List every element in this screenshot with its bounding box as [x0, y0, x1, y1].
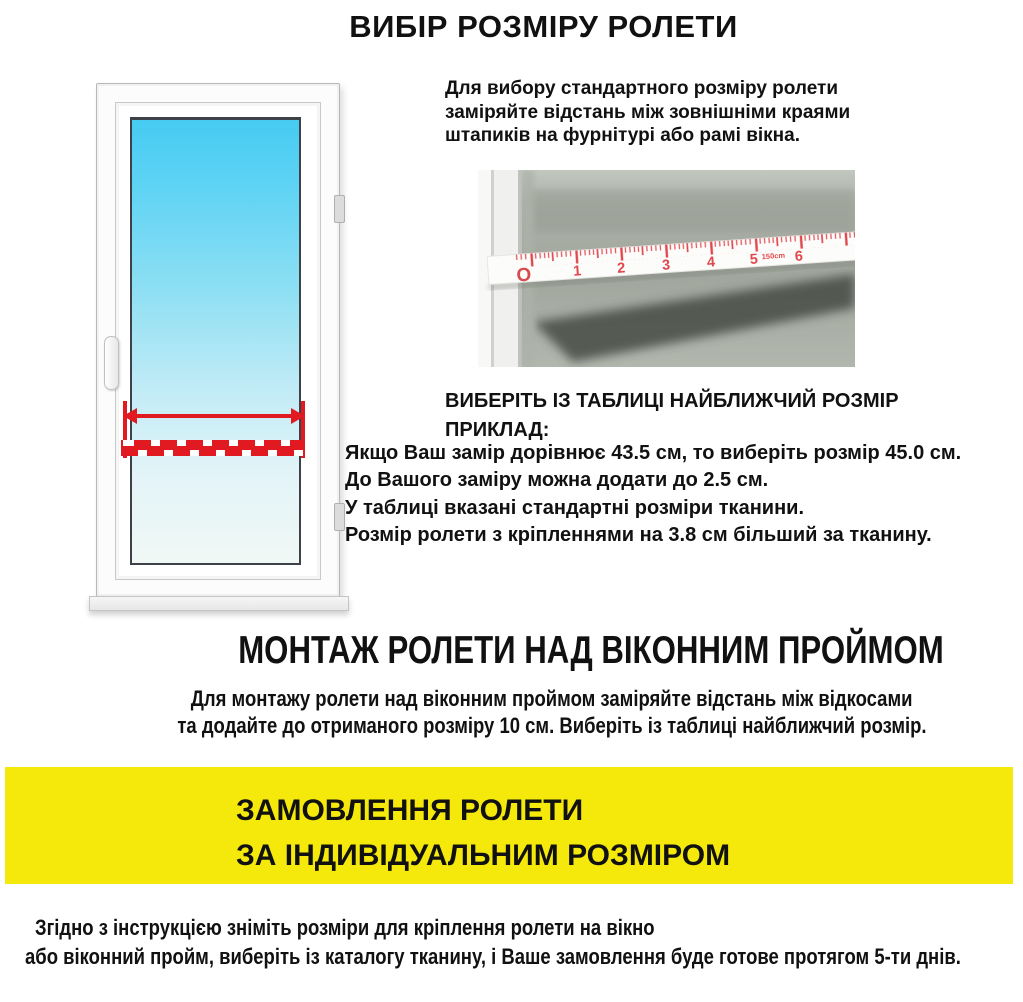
mount-section-text — [80, 686, 1023, 739]
measuring-instructions — [445, 77, 850, 148]
footer-text — [25, 913, 1023, 971]
example-line: Розмір ролети з кріпленнями на 3.8 см більший за тканину. — [345, 523, 932, 546]
custom-order-banner — [5, 767, 1013, 884]
measure-tape-graphic — [121, 440, 305, 456]
footer-line: або віконний пройм, виберіть із каталогу тканину, і Ваше замовлення буде готове протягом 5-ти днів. — [25, 944, 961, 969]
window-hinge-bottom — [334, 503, 345, 531]
instruction-line: заміряйте відстань між зовнішніми краями — [445, 101, 851, 123]
photo-glass-band — [528, 190, 855, 232]
instruction-line: Для вибору стандартного розміру ролети — [445, 78, 839, 99]
banner-line: ЗАМОВЛЕННЯ РОЛЕТИ — [236, 794, 584, 827]
window-illustration — [96, 83, 340, 597]
arrow-head-right-icon — [291, 408, 305, 424]
tape-number: 6 — [794, 248, 804, 266]
example-line: У таблиці вказані стандартні розміри тканини. — [345, 496, 804, 519]
choose-line: ВИБЕРІТЬ ІЗ ТАБЛИЦІ НАЙБЛИЖЧИЙ РОЗМІР — [445, 390, 899, 412]
instruction-line: штапиків на фурнітурі або рамі вікна. — [445, 125, 801, 146]
measure-width-arrow — [123, 408, 305, 424]
example-line: До Вашого заміру можна додати до 2.5 см. — [345, 469, 769, 492]
arrow-bar — [134, 414, 294, 418]
tape-number: 3 — [661, 257, 671, 274]
example-line: Якщо Ваш замір дорівнює 43.5 см, то виберіть розмір 45.0 см. — [345, 442, 962, 464]
example-text — [345, 440, 961, 549]
tape-measure-photo-svg — [478, 170, 855, 367]
footer-line: Згідно з інструкцією зніміть розміри для кріплення ролети на вікно — [35, 915, 655, 940]
tape-measure-photo — [478, 170, 855, 367]
mount-line: та додайте до отриманого розміру 10 см. Виберіть із таблиці найближчий розмір. — [176, 712, 927, 738]
tape-number-zero: O — [515, 264, 532, 287]
mount-section-heading: МОНТАЖ РОЛЕТИ НАД ВІКОННИМ ПРОЙМОМ — [238, 629, 944, 672]
tape-number: 4 — [706, 254, 716, 271]
choose-size-heading — [445, 387, 899, 445]
window-handle — [104, 336, 119, 390]
tape-number: 2 — [616, 260, 626, 277]
window-hinge-top — [334, 195, 345, 223]
tape-number: 1 — [572, 263, 582, 280]
page-title: ВИБІР РОЗМІРУ РОЛЕТИ — [349, 9, 738, 44]
tape-unit-label: 150cm — [761, 250, 786, 262]
mount-line: Для монтажу ролети над віконним проймом заміряйте відстань між відкосами — [190, 686, 913, 711]
window-sill — [89, 596, 349, 611]
banner-line: ЗА ІНДИВІДУАЛЬНИМ РОЗМІРОМ — [236, 839, 731, 872]
example-label: ПРИКЛАД: — [445, 419, 550, 441]
window-glass — [130, 117, 301, 565]
tape-number: 5 — [749, 251, 759, 269]
